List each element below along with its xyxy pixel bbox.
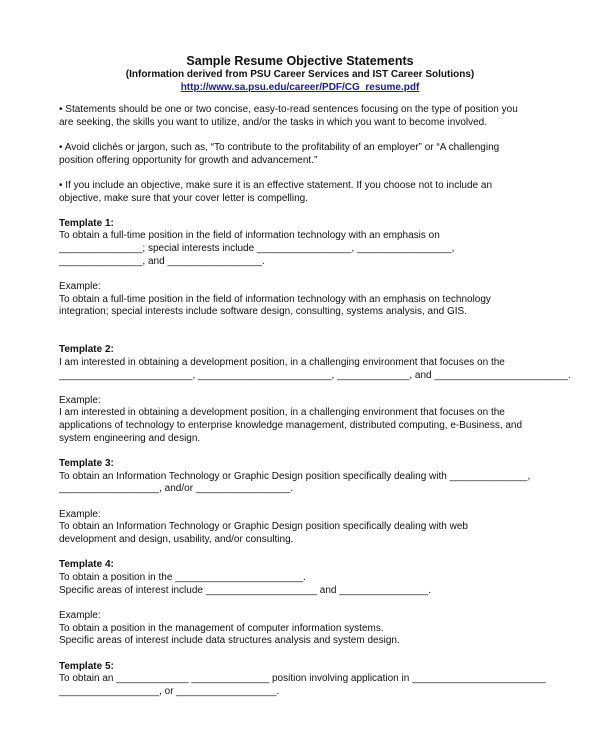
template-line: To obtain a full-time position in the field of information technology with an emphasis on (59, 230, 440, 242)
template-line: I am interested in obtaining a development position, in a challenging environment that focuses on the (59, 356, 505, 368)
bullet-item (59, 142, 549, 167)
template-line: To obtain an Information Technology or Graphic Design position specifically dealing with ______________, (59, 470, 531, 482)
text-line: objective, make sure that your cover letter is compelling. (59, 192, 308, 204)
template-heading: Template 2: (59, 344, 114, 356)
template-line: ________________________, ________________________, _____________, and ________________________. (59, 369, 571, 381)
document-title: Sample Resume Objective Statements (186, 54, 414, 68)
example-line: system engineering and design. (59, 432, 201, 444)
document-header (0, 54, 600, 94)
bullet-item (59, 104, 549, 129)
source-link[interactable]: http://www.sa.psu.edu/career/PDF/CG_resume.pdf (180, 82, 420, 93)
template-line: _______________, and _________________. (59, 255, 265, 267)
template-heading: Template 1: (59, 217, 114, 229)
template-line: To obtain a position in the _______________________. (59, 571, 306, 583)
example-label: Example: (59, 609, 101, 621)
template-line: _______________; special interests include _________________, _________________, (59, 243, 455, 255)
example-line: To obtain a position in the management of computer information systems. (59, 622, 384, 634)
text-line: • Statements should be one or two concise, easy-to-read sentences focusing on the type of position you (59, 104, 518, 115)
template-heading: Template 4: (59, 559, 114, 571)
example-line: integration; special interests include software design, consulting, systems analysis, and GIS. (59, 306, 467, 318)
bullet-item (59, 180, 549, 205)
template-section (59, 559, 549, 648)
example-line: To obtain an Information Technology or Graphic Design position specifically dealing with web (59, 521, 468, 533)
text-line: • If you include an objective, make sure it is an effective statement. If you choose not to include an (59, 179, 493, 191)
example-line: To obtain a full-time position in the field of information technology with an emphasis on technology (59, 293, 491, 305)
template-section (59, 458, 549, 547)
example-line: development and design, usability, and/or consulting. (59, 534, 294, 546)
example-label: Example: (59, 394, 101, 406)
example-line: I am interested in obtaining a development position, in a challenging environment that focuses on the (59, 407, 505, 419)
template-section (59, 218, 549, 319)
example-label: Example: (59, 281, 101, 293)
template-section (59, 661, 549, 699)
template-heading: Template 3: (59, 458, 114, 470)
example-label: Example: (59, 508, 101, 520)
document-subtitle: (Information derived from PSU Career Services and IST Career Solutions) (125, 69, 475, 80)
example-line: applications of technology to enterprise knowledge management, distributed computing, e-Business, and (59, 420, 523, 432)
template-heading: Template 5: (59, 660, 114, 672)
example-line: Specific areas of interest include data structures analysis and system design. (59, 635, 400, 647)
document-body (59, 104, 571, 699)
text-line: are seeking, the skills you want to utilize, and/or the tasks in which you want to become involved. (59, 116, 488, 128)
template-line: To obtain an _____________ ______________ position involving application in ________________________ (59, 673, 546, 685)
template-line: __________________, and/or _________________. (59, 483, 294, 495)
template-line: Specific areas of interest include ____________________ and ________________. (59, 584, 431, 596)
template-section (59, 344, 571, 445)
text-line: position offering opportunity for growth and advancement.” (59, 154, 318, 166)
template-line: __________________, or __________________. (59, 685, 280, 697)
text-line: • Avoid clichés or jargon, such as, “To contribute to the profitability of an employer” or “A challenging (59, 141, 500, 153)
